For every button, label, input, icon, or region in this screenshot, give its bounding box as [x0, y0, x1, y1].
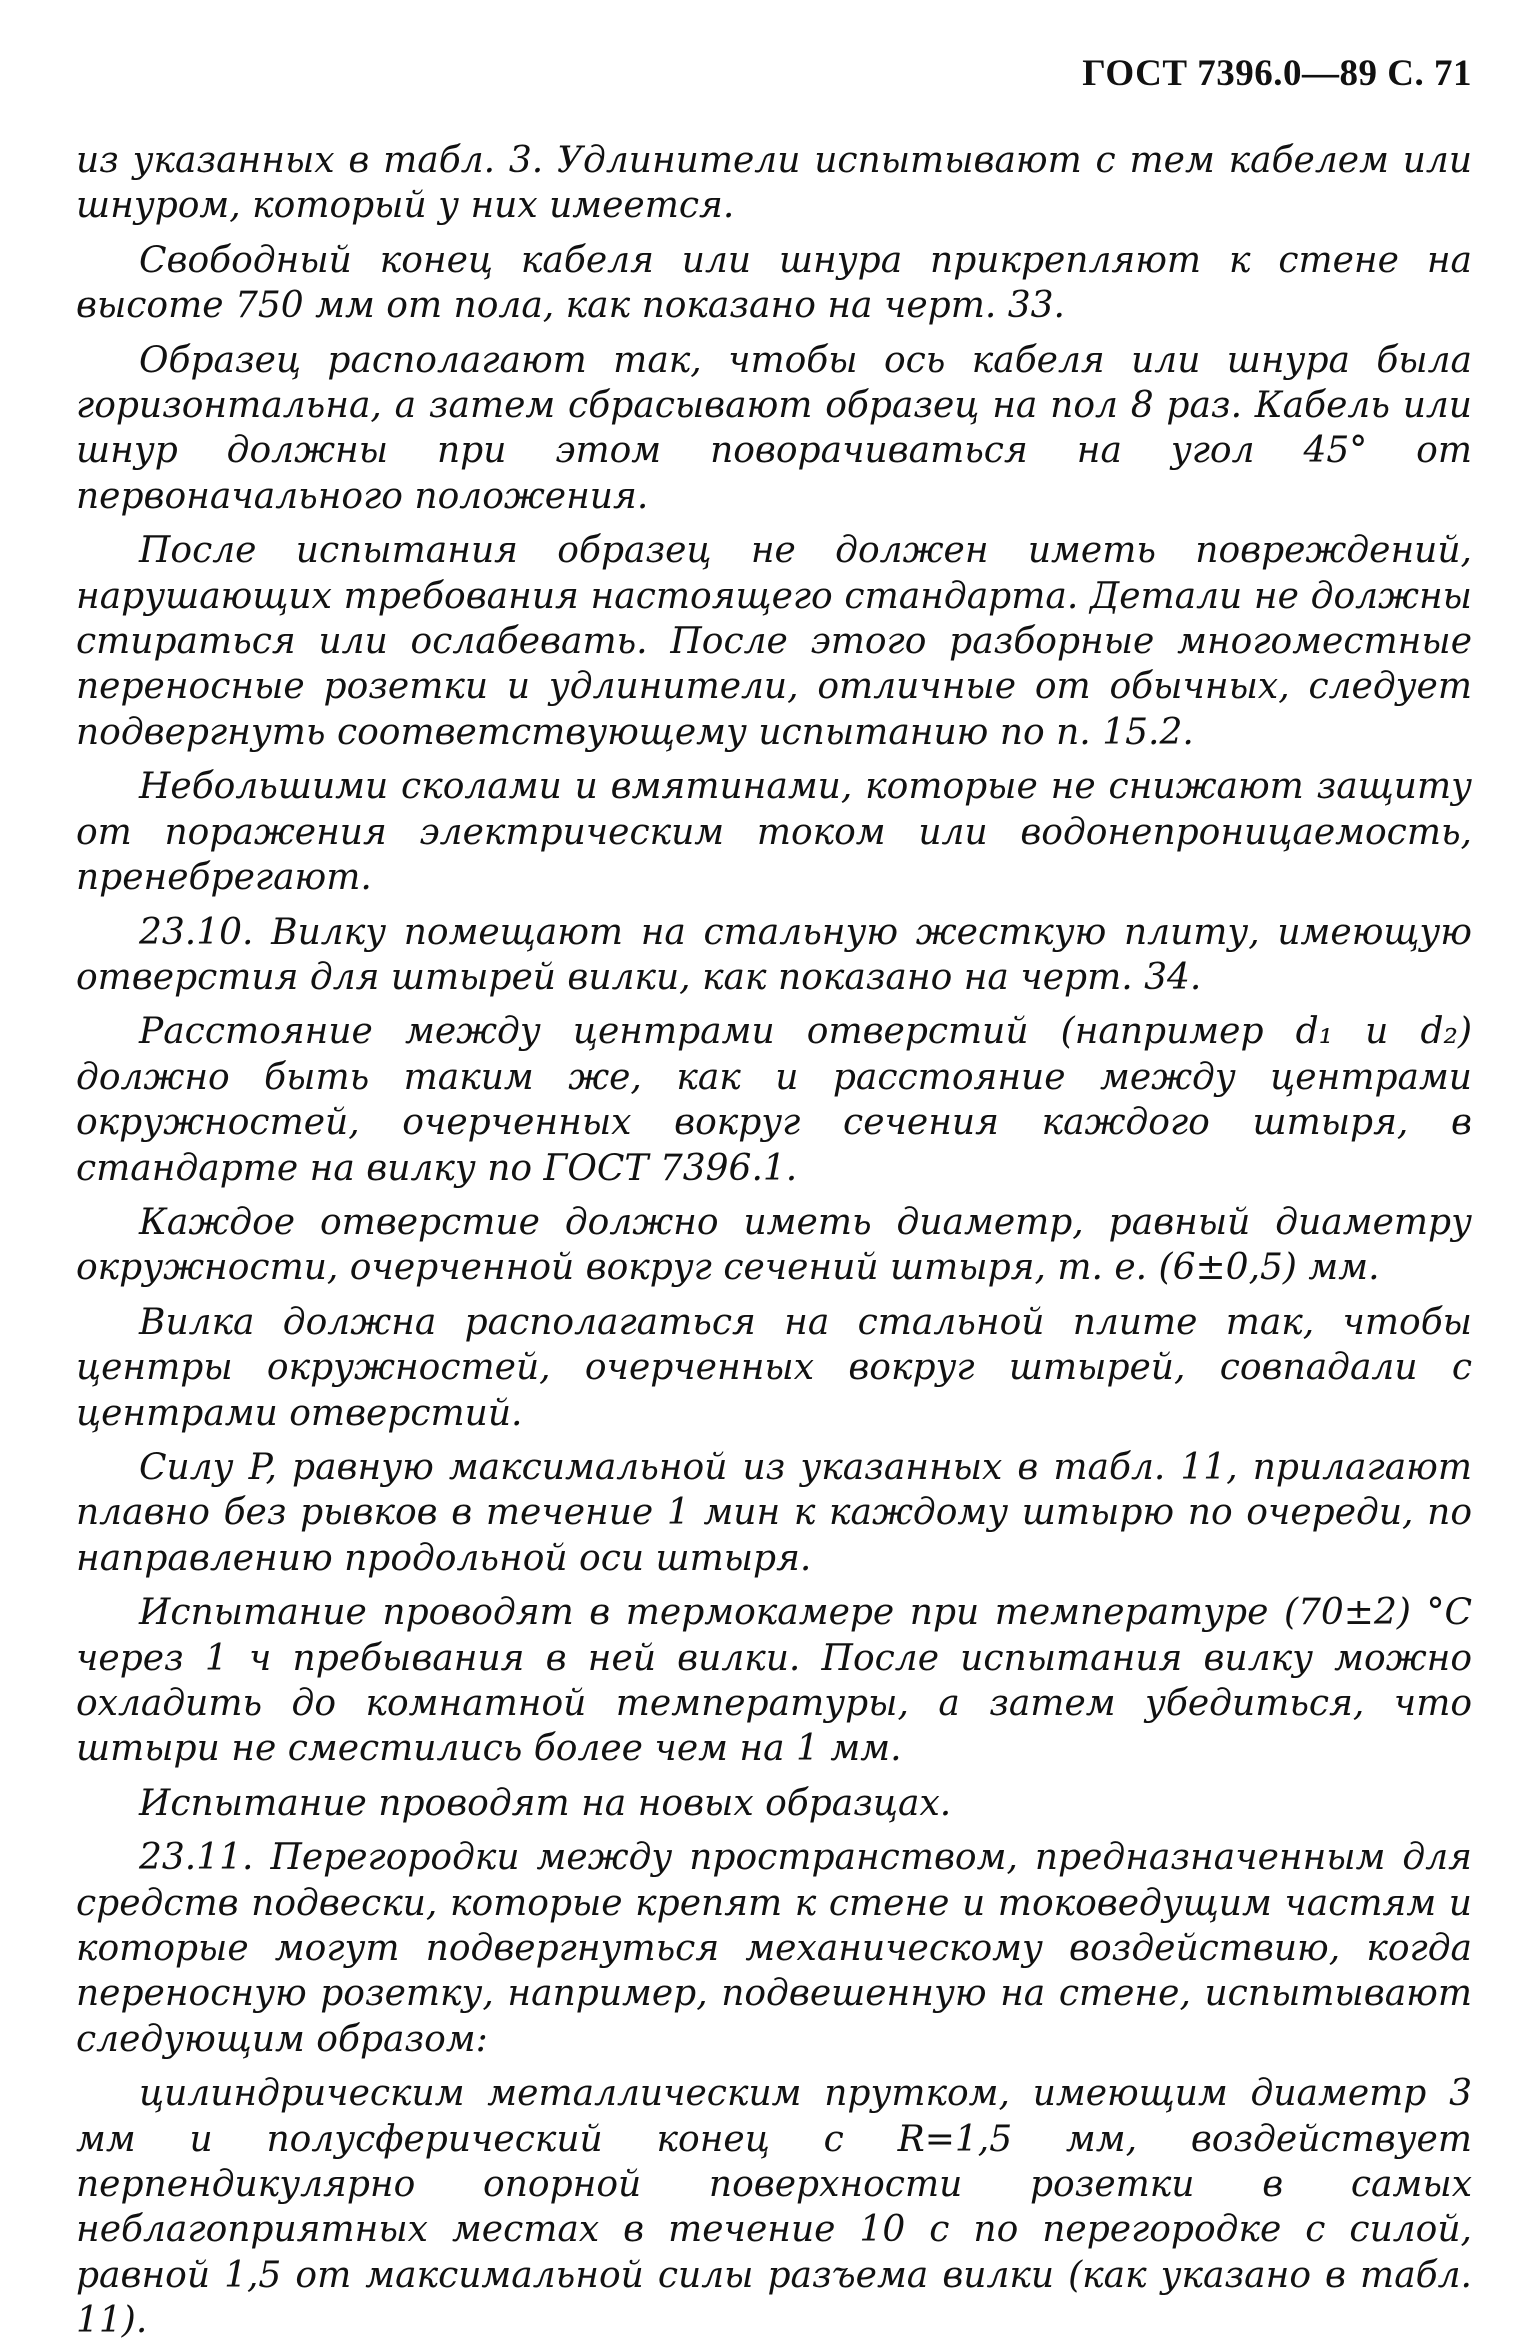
- paragraph: Силу P, равную максимальной из указанных в табл. 11, прилагают плавно без рывков в течение 1 мин к каждому штырю по очереди, по направлению продольной оси штыря.: [76, 1446, 1472, 1579]
- paragraph: Небольшими сколами и вмятинами, которые не снижают защиту от поражения электрическим током или водонепроницаемость, пренебрегают.: [76, 766, 1472, 899]
- body-text: [76, 138, 1472, 2344]
- paragraph: Вилка должна располагаться на стальной плите так, чтобы центры окружностей, очерченных вокруг штырей, совпадали с центрами отверстий.: [76, 1301, 1472, 1434]
- paragraph: Расстояние между центрами отверстий (например d₁ и d₂) должно быть таким же, как и расстояние между центрами окружностей, очерченных вокруг сечения каждого штыря, в стандарте на вилку по ГОСТ 7396.1.: [76, 1011, 1472, 1189]
- paragraph: Свободный конец кабеля или шнура прикрепляют к стене на высоте 750 мм от пола, как показано на черт. 33.: [76, 239, 1472, 327]
- paragraph: После испытания образец не должен иметь повреждений, нарушающих требования настоящего стандарта. Детали не должны стираться или ослабевать. После этого разборные многоместные переносные розетки и удлинители, отличные от обычных, следует подвергнуть соответствующему испытанию по п. 15.2.: [76, 530, 1472, 753]
- running-header: ГОСТ 7396.0—89 С. 71: [1082, 53, 1472, 94]
- paragraph: Испытание проводят на новых образцах.: [139, 1782, 952, 1824]
- paragraph: Образец располагают так, чтобы ось кабеля или шнура была горизонтальна, а затем сбрасывают образец на пол 8 раз. Кабель или шнур должны при этом поворачиваться на угол 45° от первоначального положения.: [76, 339, 1472, 517]
- paragraph: Каждое отверстие должно иметь диаметр, равный диаметру окружности, очерченной вокруг сечений штыря, т. е. (6±0,5) мм.: [76, 1201, 1472, 1289]
- paragraph: цилиндрическим металлическим прутком, имеющим диаметр 3 мм и полусферический конец с R=1,5 мм, воздействует перпендикулярно опорной поверхности розетки в самых неблагоприятных местах в течение 10 с по перегородке с силой, равной 1,5 от максимальной силы разъема вилки (как указано в табл. 11).: [76, 2073, 1472, 2342]
- paragraph: из указанных в табл. 3. Удлинители испытывают с тем кабелем или шнуром, который у них имеется.: [76, 140, 1472, 227]
- section-paragraph-23-10: 23.10. Вилку помещают на стальную жесткую плиту, имеющую отверстия для штырей вилки, как показано на черт. 34.: [76, 911, 1472, 998]
- paragraph: Испытание проводят в термокамере при температуре (70±2) °С через 1 ч пребывания в ней вилки. После испытания вилку можно охладить до комнатной температуры, а затем убедиться, что штыри не сместились более чем на 1 мм.: [76, 1592, 1472, 1770]
- section-paragraph-23-11: 23.11. Перегородки между пространством, предназначенным для средств подвески, которые крепят к стене и токоведущим частям и которые могут подвергнуться механическому воздействию, когда переносную розетку, например, подвешенную на стене, испытывают следующим образом:: [76, 1837, 1472, 2060]
